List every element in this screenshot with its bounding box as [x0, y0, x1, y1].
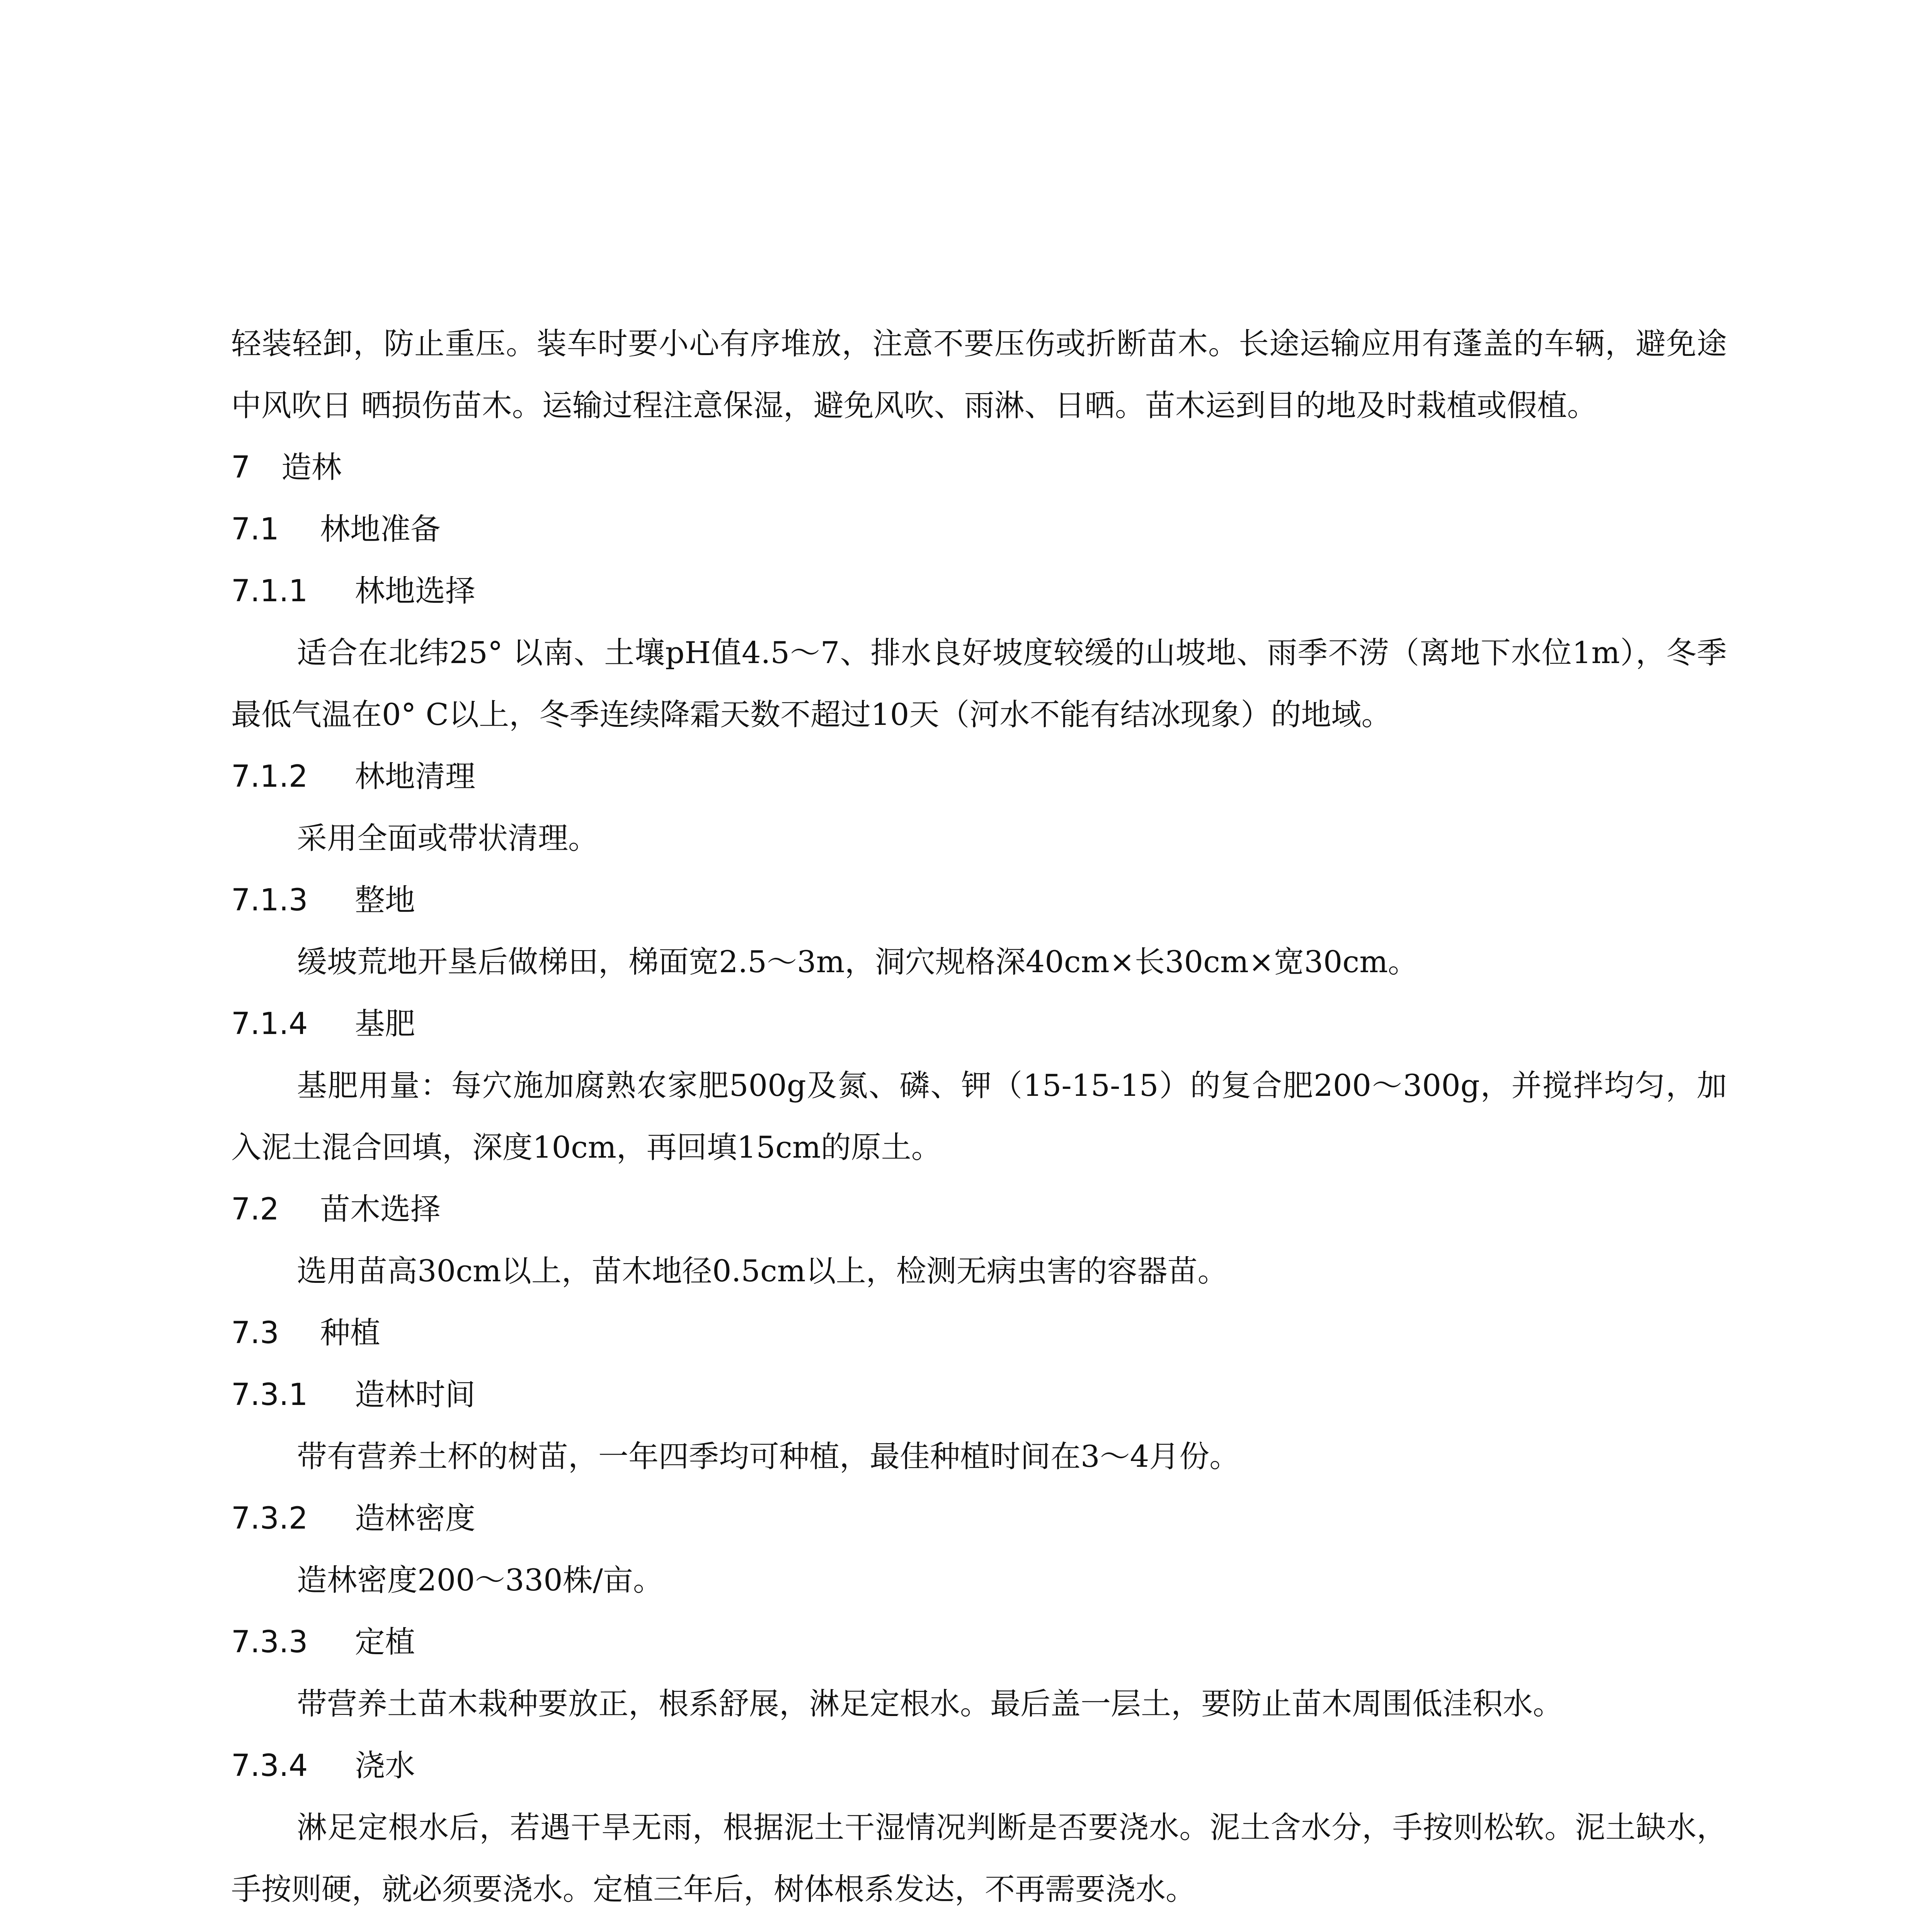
paragraph-land-preparation: 缓坡荒地开垦后做梯田，梯面宽2.5～3m，洞穴规格深40cm×长30cm×宽30cm。	[297, 945, 1418, 980]
section-number: 7.3.2	[231, 1501, 308, 1536]
section-title: 造林	[281, 450, 342, 485]
section-heading-7-3-3	[231, 1611, 1727, 1673]
section-number: 7.1.4	[231, 1007, 308, 1041]
paragraph-site-clearing: 采用全面或带状清理。	[297, 821, 599, 856]
section-number: 7.1.3	[231, 883, 308, 918]
paragraph-site-selection: 适合在北纬25° 以南、土壤pH值4.5～7、排水良好坡度较缓的山坡地、雨季不涝（离地下水位1m），冬季最低气温在0° C以上，冬季连续降霜天数不超过10天（河水不能有结冰现象）的地域。	[231, 636, 1727, 732]
section-heading-7-1-2	[231, 746, 1727, 808]
section-heading-7-1	[231, 498, 1727, 560]
section-heading-7-2	[231, 1179, 1727, 1240]
section-number: 7.2	[231, 1192, 279, 1227]
section-number: 7.3.3	[231, 1625, 308, 1660]
section-title: 林地清理	[355, 759, 476, 794]
section-title: 整地	[355, 883, 415, 918]
section-title: 种植	[320, 1316, 381, 1350]
section-title: 基肥	[355, 1007, 415, 1041]
section-number: 7.1.1	[231, 574, 308, 609]
section-number: 7.1.2	[231, 759, 308, 794]
paragraph-transport: 轻装轻卸，防止重压。装车时要小心有序堆放，注意不要压伤或折断苗木。长途运输应用有蓬盖的车辆，避免途中风吹日 晒损伤苗木。运输过程注意保湿，避免风吹、雨淋、日晒。苗木运到目的地及时栽植或假植。	[231, 327, 1727, 423]
section-heading-7-1-1	[231, 560, 1727, 622]
section-number: 7.3.1	[231, 1378, 308, 1412]
section-heading-7-3	[231, 1302, 1727, 1364]
section-heading-7-1-3	[231, 869, 1727, 931]
section-number: 7.3.4	[231, 1748, 308, 1783]
section-title: 定植	[355, 1625, 415, 1660]
section-heading-7-3-1	[231, 1364, 1727, 1426]
section-heading-7-1-4	[231, 993, 1727, 1055]
section-title: 林地选择	[355, 574, 476, 609]
section-number: 7.1	[231, 512, 279, 547]
paragraph-transplanting: 带营养土苗木栽种要放正，根系舒展，淋足定根水。最后盖一层土，要防止苗木周围低洼积水。	[297, 1687, 1563, 1721]
section-heading-7-3-2	[231, 1488, 1727, 1549]
section-number: 7.3	[231, 1316, 279, 1350]
section-number: 7	[231, 450, 250, 485]
paragraph-seedling-selection: 选用苗高30cm以上，苗木地径0.5cm以上，检测无病虫害的容器苗。	[297, 1254, 1228, 1289]
paragraph-planting-time: 带有营养土杯的树苗，一年四季均可种植，最佳种植时间在3～4月份。	[297, 1439, 1240, 1474]
paragraph-base-fertilizer: 基肥用量：每穴施加腐熟农家肥500g及氮、磷、钾（15-15-15）的复合肥200～300g，并搅拌均匀，加入泥土混合回填，深度10cm，再回填15cm的原土。	[231, 1068, 1727, 1165]
section-title: 造林密度	[355, 1501, 476, 1536]
section-heading-7	[231, 437, 1727, 498]
section-heading-7-3-4	[231, 1735, 1727, 1797]
section-title: 浇水	[355, 1748, 415, 1783]
paragraph-watering: 淋足定根水后，若遇干旱无雨，根据泥土干湿情况判断是否要浇水。泥土含水分，手按则松软。泥土缺水，手按则硬，就必须要浇水。定植三年后，树体根系发达，不再需要浇水。	[231, 1810, 1727, 1907]
section-title: 造林时间	[355, 1378, 476, 1412]
section-heading-8	[231, 1920, 1727, 1932]
section-title: 苗木选择	[320, 1192, 441, 1227]
document-body	[231, 313, 1727, 1932]
paragraph-planting-density: 造林密度200～330株/亩。	[297, 1563, 664, 1598]
section-title: 林地准备	[320, 512, 441, 547]
section-number	[231, 1920, 281, 1932]
